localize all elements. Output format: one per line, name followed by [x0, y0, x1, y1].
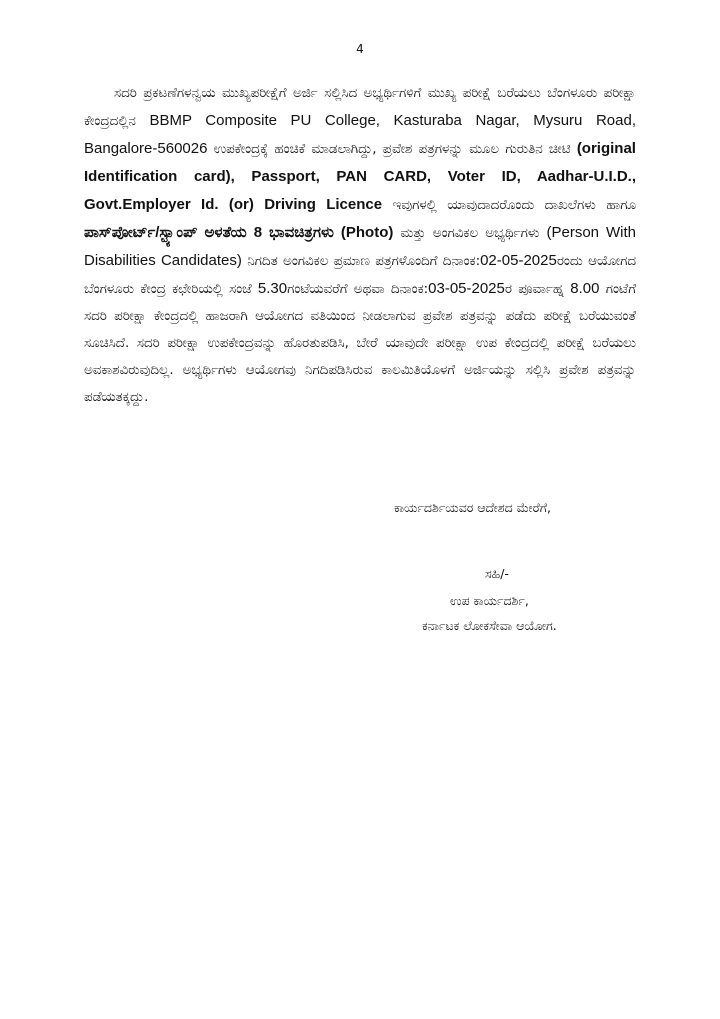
- page-number: 4: [356, 42, 364, 56]
- date-second: 03-05-2025: [428, 280, 505, 297]
- pwd-candidates-label: (Person With Disabilities Candidates): [84, 224, 636, 269]
- time-morning: 8.00: [570, 280, 600, 297]
- para-text-11: ರಂದು ಆಯೋಗದ ಬೆಂಗಳೂರು ಕೇಂದ್ರ ಕಛೇರಿಯಲ್ಲಿ ಸಂಜೆ: [84, 254, 637, 297]
- para-text-13: ಗಂಟೆಯವರೆಗೆ ಅಥವಾ ದಿನಾಂಕ:: [287, 282, 429, 297]
- exam-venue-address: BBMP Composite PU College, Kasturaba Nagar, Mysuru Road, Bangalore-560026: [84, 112, 636, 157]
- para-text-15: ರ ಪೂರ್ವಾಹ್ನ: [504, 282, 564, 297]
- photo-requirement: ಪಾಸ್‌ಪೋರ್ಟ್/ಸ್ಟ್ಯಾಂಪ್ ಅಳತೆಯ 8 ಭಾವಚಿತ್ರಗಳು (Photo): [84, 224, 394, 241]
- organisation-line: ಕರ್ನಾಟಕ ಲೋಕಸೇವಾ ಆಯೋಗ.: [422, 618, 557, 633]
- designation-line: ಉಪ ಕಾರ್ಯದರ್ಶಿ,: [450, 593, 529, 608]
- para-text-3: ಉಪಕೇಂದ್ರಕ್ಕೆ ಹಂಚಿಕೆ ಮಾಡಲಾಗಿದ್ದು, ಪ್ರವೇಶ ಪತ್ರಗಳನ್ನು ಮೂಲ ಗುರುತಿನ ಚೀಟಿ: [213, 142, 571, 157]
- date-first: 02-05-2025: [480, 252, 557, 269]
- body-paragraph: [84, 80, 636, 411]
- para-text-9: ನಿಗದಿತ ಅಂಗವಿಕಲ ಪ್ರಮಾಣ ಪತ್ರಗಳೊಂದಿಗೆ ದಿನಾಂಕ:: [247, 254, 481, 269]
- para-text-7: ಮತ್ತು ಅಂಗವಿಕಲ ಅಭ್ಯರ್ಥಿಗಳು: [400, 226, 540, 241]
- time-evening: 5.30: [257, 280, 288, 297]
- order-line: ಕಾರ್ಯದರ್ಶಿಯವರ ಆದೇಶದ ಮೇರೆಗೆ,: [394, 500, 551, 515]
- para-text-17: ಗಂಟೆಗೆ ಸದರಿ ಪರೀಕ್ಷಾ ಕೇಂದ್ರದಲ್ಲಿ ಹಾಜರಾಗಿ ಆಯೋಗದ ವತಿಯಿಂದ ನೀಡಲಾಗುವ ಪ್ರವೇಶ ಪತ್ರವನ್ನು ಪಡೆದು ಪರೀಕ್ಷೆ ಬರೆಯುವಂತೆ ಸೂಚಿಸಿದೆ. ಸದರಿ ಪರೀಕ್ಷಾ ಉಪಕೇಂದ್ರವನ್ನು ಹೊರತುಪಡಿಸಿ, ಬೇರೆ ಯಾವುದೇ ಪರೀಕ್ಷಾ ಉಪ ಕೇಂದ್ರದಲ್ಲಿ ಪರೀಕ್ಷೆ ಬರೆಯಲು ಅವಕಾಶವಿರುವುದಿಲ್ಲ. ಅಭ್ಯರ್ಥಿಗಳು ಆಯೋಗವು ನಿಗದಿಪಡಿಸಿರುವ ಕಾಲಮಿತಿಯೊಳಗೆ ಅರ್ಜಿಯನ್ನು ಸಲ್ಲಿಸಿ ಪ್ರವೇಶ ಪತ್ರವನ್ನು ಪಡೆಯತಕ್ಕದ್ದು.: [84, 282, 636, 405]
- signed-line: ಸಹಿ/-: [485, 566, 509, 581]
- para-text-5: ಇವುಗಳಲ್ಲಿ ಯಾವುದಾದರೊಂದು ದಾಖಲೆಗಳು ಹಾಗೂ: [392, 198, 636, 213]
- para-text-1: ಸದರಿ ಪ್ರಕಟಣೆಗಳನ್ವಯ ಮುಖ್ಯಪರೀಕ್ಷೆಗೆ ಅರ್ಜಿ ಸಲ್ಲಿಸಿದ ಅಭ್ಯರ್ಥಿಗಳಿಗೆ ಮುಖ್ಯ ಪರೀಕ್ಷೆ ಬರೆಯಲು ಬೆಂಗಳೂರು ಪರೀಕ್ಷಾ ಕೇಂದ್ರದಲ್ಲಿನ: [84, 86, 636, 129]
- id-documents-list: (original Identification card), Passport, PAN CARD, Voter ID, Aadhar-U.I.D., Govt.Employer Id. (or) Driving Licence: [84, 140, 636, 213]
